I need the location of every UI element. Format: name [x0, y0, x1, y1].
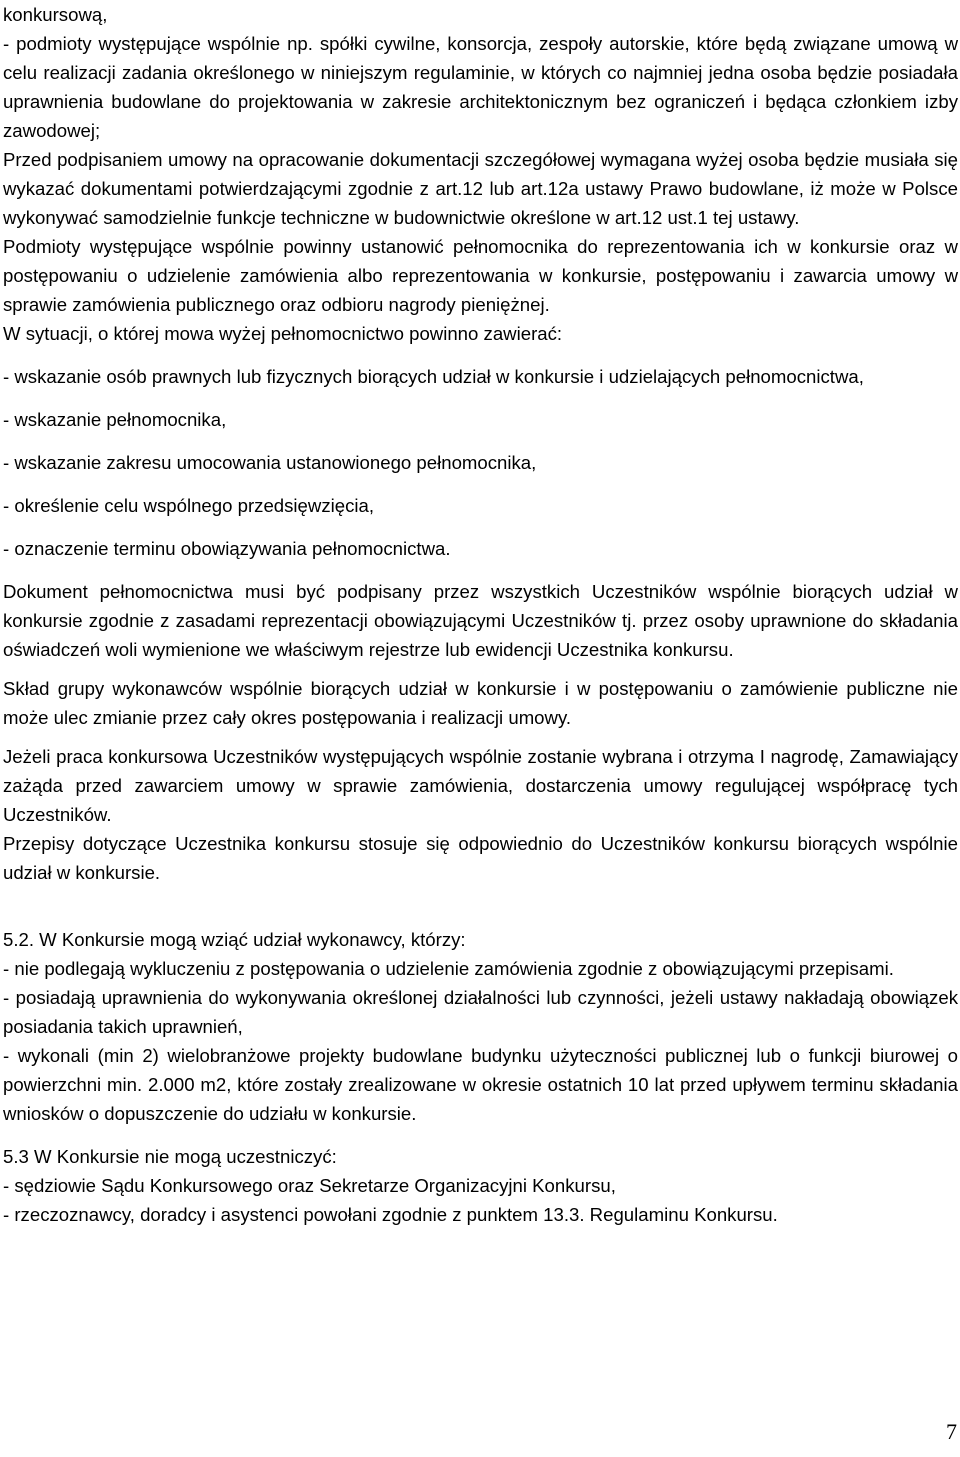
- paragraph: - wskazanie zakresu umocowania ustanowionego pełnomocnika,: [3, 452, 537, 473]
- paragraph: Przed podpisaniem umowy na opracowanie dokumentacji szczegółowej wymagana wyżej osoba będzie musiała się wykazać dokumentami potwierdzającymi zgodnie z art.12 lub art.12a ustawy Prawo budowlane, iż może w Polsce wykonywać samodzielnie funkcje techniczne w budownictwie określone w art.12 ust.1 tej ustawy.: [3, 149, 958, 228]
- paragraph: - oznaczenie terminu obowiązywania pełnomocnictwa.: [3, 538, 451, 559]
- paragraph: - wykonali (min 2) wielobranżowe projekty budowlane budynku użyteczności publicznej lub o funkcji biurowej o powierzchni min. 2.000 m2, które zostały zrealizowane w okresie ostatnich 10 lat przed upływem terminu składania wniosków o dopuszczenie do udziału w konkursie.: [3, 1045, 958, 1124]
- paragraph-spacer: [3, 887, 958, 925]
- document-body: [3, 0, 958, 1229]
- paragraph-spacer: [3, 348, 958, 362]
- paragraph-spacer: [3, 563, 958, 577]
- paragraph: Przepisy dotyczące Uczestnika konkursu stosuje się odpowiednio do Uczestników konkursu biorących wspólnie udział w konkursie.: [3, 833, 958, 883]
- paragraph-spacer: [3, 664, 958, 674]
- paragraph-spacer: [3, 732, 958, 742]
- paragraph: Jeżeli praca konkursowa Uczestników występujących wspólnie zostanie wybrana i otrzyma I nagrodę, Zamawiający zażąda przed zawarciem umowy w sprawie zamówienia, dostarczenia umowy regulującej współpracę tych Uczestników.: [3, 746, 958, 825]
- page-number: 7: [946, 1419, 957, 1444]
- paragraph: 5.2. W Konkursie mogą wziąć udział wykonawcy, którzy:: [3, 929, 466, 950]
- paragraph-spacer: [3, 477, 958, 491]
- paragraph: - sędziowie Sądu Konkursowego oraz Sekretarze Organizacyjni Konkursu,: [3, 1175, 616, 1196]
- paragraph: Dokument pełnomocnictwa musi być podpisany przez wszystkich Uczestników wspólnie biorących udział w konkursie zgodnie z zasadami reprezentacji obowiązującymi Uczestników tj. przez osoby uprawnione do składania oświadczeń woli wymienione we właściwym rejestrze lub ewidencji Uczestnika konkursu.: [3, 581, 958, 660]
- paragraph: W sytuacji, o której mowa wyżej pełnomocnictwo powinno zawierać:: [3, 323, 563, 344]
- paragraph: Podmioty występujące wspólnie powinny ustanowić pełnomocnika do reprezentowania ich w konkursie oraz w postępowaniu o udzielenie zamówienia albo reprezentowania w konkursie, postępowaniu i zawarcia umowy w sprawie zamówienia publicznego oraz odbioru nagrody pieniężnej.: [3, 236, 958, 315]
- paragraph-spacer: [3, 1128, 958, 1142]
- paragraph-spacer: [3, 520, 958, 534]
- paragraph-spacer: [3, 434, 958, 448]
- paragraph: - nie podlegają wykluczeniu z postępowania o udzielenie zamówienia zgodnie z obowiązującymi przepisami.: [3, 958, 894, 979]
- paragraph: - podmioty występujące wspólnie np. spółki cywilne, konsorcja, zespoły autorskie, które będą związane umową w celu realizacji zadania określonego w niniejszym regulaminie, w których co najmniej jedna osoba będzie posiadała uprawnienia budowlane do projektowania w zakresie architektonicznym bez ograniczeń i będąca członkiem izby zawodowej;: [3, 33, 958, 141]
- paragraph: - określenie celu wspólnego przedsięwzięcia,: [3, 495, 375, 516]
- paragraph: 5.3 W Konkursie nie mogą uczestniczyć:: [3, 1146, 337, 1167]
- paragraph: Skład grupy wykonawców wspólnie biorących udział w konkursie i w postępowaniu o zamówienie publiczne nie może ulec zmianie przez cały okres postępowania i realizacji umowy.: [3, 678, 958, 728]
- paragraph: konkursową,: [3, 4, 108, 25]
- paragraph: - posiadają uprawnienia do wykonywania określonej działalności lub czynności, jeżeli ustawy nakładają obowiązek posiadania takich uprawnień,: [3, 987, 958, 1037]
- paragraph: - wskazanie pełnomocnika,: [3, 409, 227, 430]
- paragraph-spacer: [3, 391, 958, 405]
- paragraph: - wskazanie osób prawnych lub fizycznych biorących udział w konkursie i udzielających pełnomocnictwa,: [3, 366, 864, 387]
- paragraph: - rzeczoznawcy, doradcy i asystenci powołani zgodnie z punktem 13.3. Regulaminu Konkursu.: [3, 1204, 778, 1225]
